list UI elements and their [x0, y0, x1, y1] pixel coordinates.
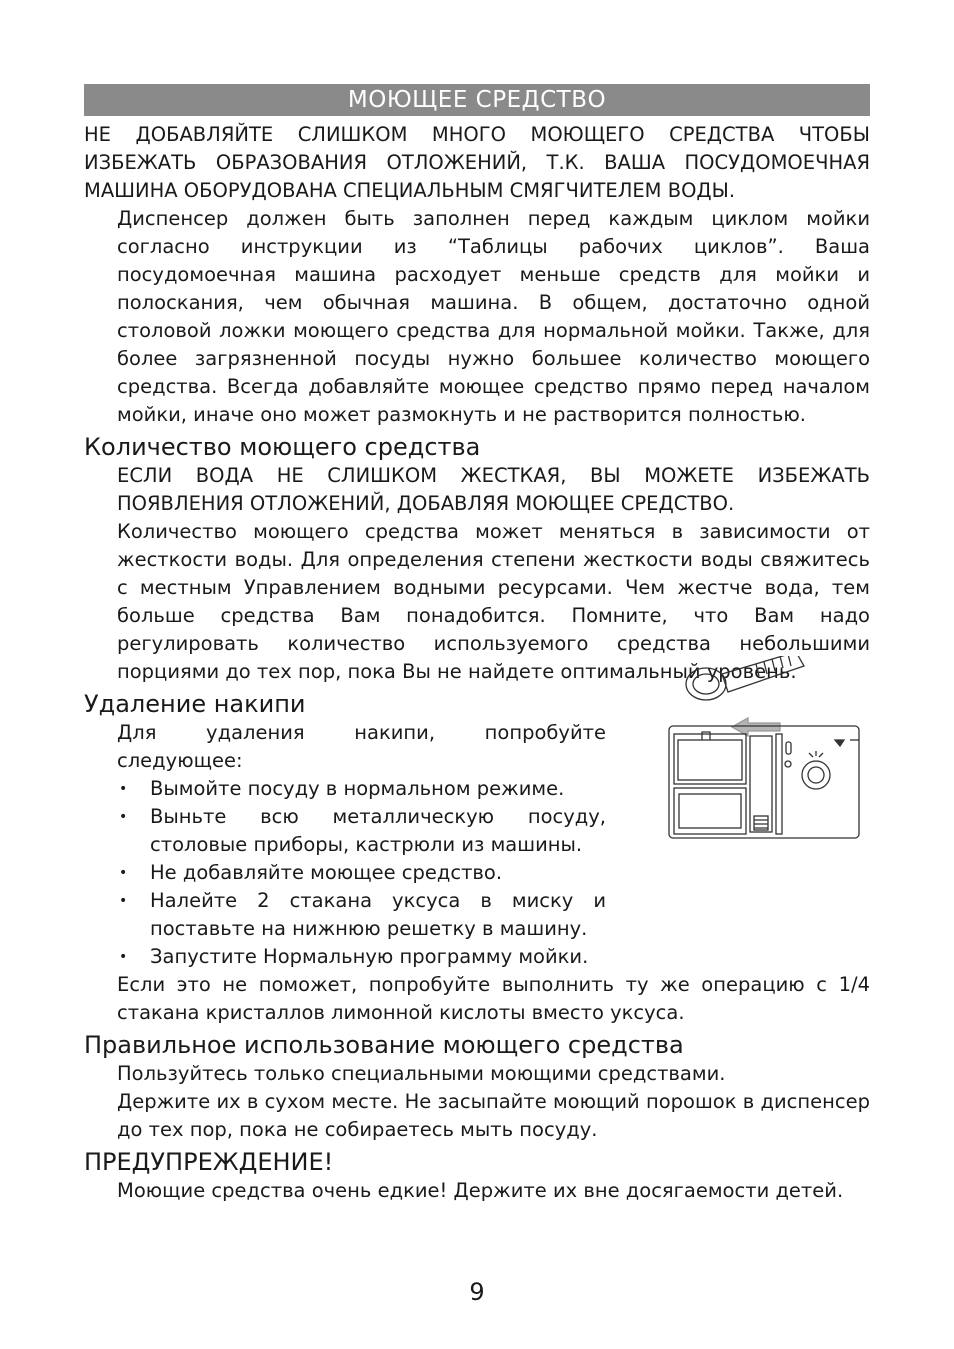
section-banner: МОЮЩЕЕ СРЕДСТВО [84, 84, 870, 116]
descale-block [84, 690, 870, 971]
heading-warning: ПРЕДУПРЕЖДЕНИЕ! [84, 1148, 334, 1176]
bullet-dot-icon: • [119, 865, 128, 881]
list-item: • Запустите Нормальную программу мойки. [117, 943, 606, 971]
list-item: • Вымойте посуду в нормальном режиме. [117, 775, 606, 803]
bullet-dot-icon: • [119, 893, 128, 909]
insert-arrow-icon [732, 718, 780, 736]
warning-body: Моющие средства очень едкие! Держите их вне досягаемости детей. [117, 1179, 844, 1202]
descale-left-column [84, 719, 606, 971]
bullet-dot-icon: • [119, 949, 128, 965]
intro-paragraph: Диспенсер должен быть заполнен перед каждым циклом мойки согласно инструкции из “Таблицы рабочих циклов”. Ваша посудомоечная машина расходует меньше средств для мойки и полоскания, чем обычная машина. В общем, достаточно одной столовой ложки моющего средства для нормальной мойки. Также, для более загрязненной посуды нужно большее количество моющего средства. Всегда добавляйте моющее средство прямо перед началом мойки, иначе оно может размокнуть и не растворится полностью. [117, 207, 870, 426]
dispenser-illustration [664, 656, 870, 856]
amount-body: Количество моющего средства может меняться в зависимости от жесткости воды. Для определения степени жесткости воды свяжитесь с местным Управлением водными ресурсами. Чем жестче вода, тем больше средства Вам понадобится. Помните, что Вам надо регулировать количество используемого средства небольшими порциями до тех пор, пока Вы не найдете оптимальный уровень. [117, 520, 870, 683]
bullet-dot-icon: • [119, 809, 128, 825]
descale-lead: Для удаления накипи, попробуйте следующее: [117, 721, 606, 772]
rinse-dial-icon [802, 761, 830, 789]
proper-use-line-2: Держите их в сухом месте. Не засыпайте моющий порошок в диспенсер до тех пор, пока не собираетесь мыть посуду. [117, 1090, 870, 1141]
page-number: 9 [469, 1278, 485, 1306]
amount-caps-note: ЕСЛИ ВОДА НЕ СЛИШКОМ ЖЕСТКАЯ, ВЫ МОЖЕТЕ ИЗБЕЖАТЬ ПОЯВЛЕНИЯ ОТЛОЖЕНИЙ, ДОБАВЛЯЯ МОЮЩЕЕ СРЕДСТВО. [117, 464, 870, 515]
list-item: • Не добавляйте моющее средство. [117, 859, 606, 887]
caps-warning: НЕ ДОБАВЛЯЙТЕ СЛИШКОМ МНОГО МОЮЩЕГО СРЕДСТВА ЧТОБЫ ИЗБЕЖАТЬ ОБРАЗОВАНИЯ ОТЛОЖЕНИЙ, Т.К. ВАША ПОСУДОМОЕЧНАЯ МАШИНА ОБОРУДОВАНА СПЕЦИАЛЬНЫМ СМЯГЧИТЕЛЕМ ВОДЫ. [84, 123, 870, 202]
dispenser-cap-icon [686, 668, 726, 700]
list-item: • Налейте 2 стакана уксуса в миску и поставьте на нижнюю решетку в машину. [119, 889, 606, 940]
heading-descale: Удаление накипи [84, 690, 306, 718]
proper-use-line-1: Пользуйтесь только специальными моющими средствами. [117, 1062, 726, 1085]
manual-page [84, 84, 870, 1205]
heading-amount: Количество моющего средства [84, 433, 481, 461]
heading-proper-use: Правильное использование моющего средства [84, 1031, 684, 1059]
descale-after: Если это не поможет, попробуйте выполнить ту же операцию с 1/4 стакана кристаллов лимонной кислоты вместо уксуса. [117, 973, 870, 1024]
descale-steps [84, 775, 606, 971]
list-item: • Выньте всю металлическую посуду, столовые приборы, кастрюли из машины. [119, 805, 606, 856]
bullet-dot-icon: • [119, 781, 128, 797]
